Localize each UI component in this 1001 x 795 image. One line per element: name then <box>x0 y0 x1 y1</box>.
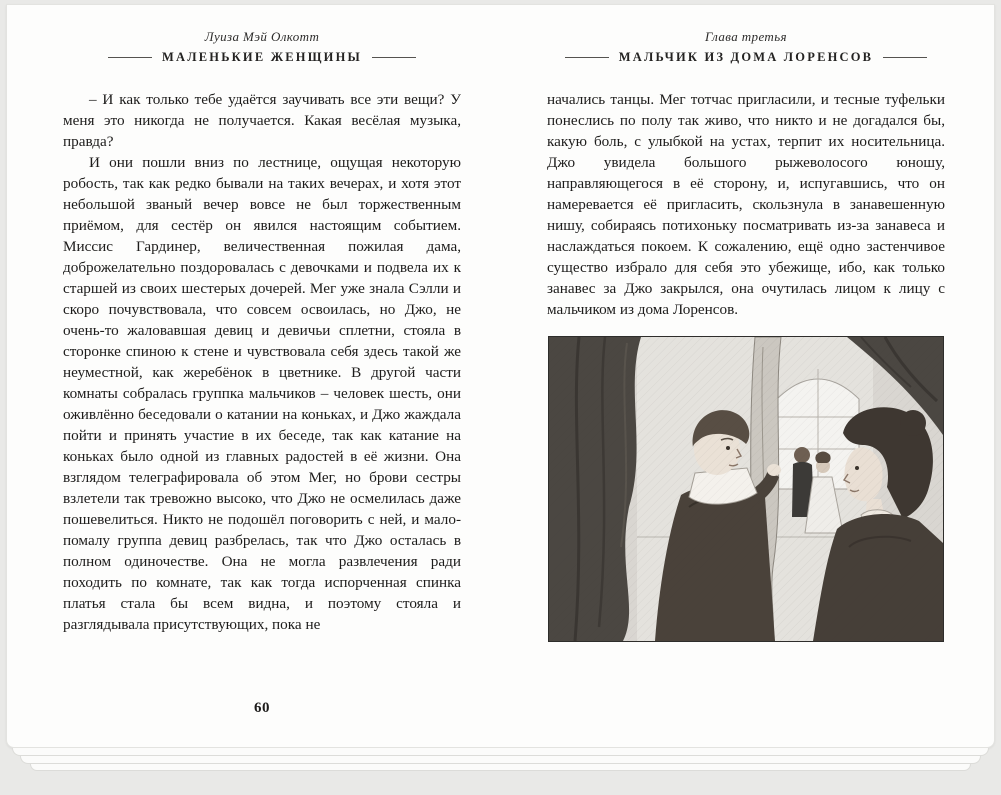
page-number: 60 <box>254 700 270 716</box>
page-edge <box>20 756 981 764</box>
paragraph-continuation: начались танцы. Мег тотчас пригласили, и тесные туфельки понеслись по полу так живо, что никто и не догадался бы, какую боль, с улыбкой на устах, терпит их носительница. Джо увидела большого рыжеволосого юношу, направляющегося в её сторону, и, испугавшись, что он намеревается её пригласить, скользнула в занавешенную нишу, собираясь потихоньку посматривать из-за занавеса и наслаждаться покоем. К сожалению, ещё одно застенчивое существо избрало для себя это убежище, ибо, как только занавес за Джо закрылся, она очутилась лицом к лицу с мальчиком из дома Лоренсов. <box>547 91 945 318</box>
book-title-row <box>63 50 461 65</box>
author-name: Луиза Мэй Олкотт <box>204 29 320 44</box>
header-rule-right <box>372 57 416 58</box>
running-head-left <box>63 29 461 65</box>
paragraph: И они пошли вниз по лестнице, ощущая некоторую робость, так как редко бывали на таких вечерах, и хотя этот небольшой званый вечер вовсе не был торжественным приёмом, для сестёр он явился настоящим событием. Миссис Гардинер, величественная пожилая дама, доброжелательно поздоровалась с девочками и подвела их к старшей из своих шестерых дочерей. Мег уже знала Сэлли и скоро почувствовала, что совсем освоилась, но Джо, не очень-то жаловавшая девиц и девичьи сплетни, стояла в сторонке спиною к стене и чувствовала себя здесь такой же неуместной, как жеребёнок в цветнике. В другой части комнаты собралась группка мальчиков – человек шесть, они оживлённо беседовали о катании на коньках, и Джо жаждала пойти и принять участие в их беседе, так как катание на коньках было одной из главных радостей в её жизни. Она взглядом телеграфировала об этом Мег, но брови сестры взлетели так тревожно высоко, что Джо не осмелилась даже пошевелиться. Никто не подошёл поговорить с ней, и мало-помалу группа девиц разбрелась, так что Джо осталась в полном одиночестве. Она не могла развлечения ради походить по комнате, так как тогда испорченная спинка платья стала бы всем видна, и поэтому стояла и разглядывала присутствующих, пока не <box>63 154 461 633</box>
page-left <box>63 29 461 747</box>
illustration-drawing <box>549 337 943 641</box>
book-spread <box>6 4 995 748</box>
page-text-right <box>547 89 945 320</box>
paragraph-dialogue: – И как только тебе удаётся заучивать все эти вещи? У меня это никогда не получается. Какая весёлая музыка, правда? <box>63 91 461 150</box>
chapter-title: МАЛЬЧИК ИЗ ДОМА ЛОРЕНСОВ <box>618 50 874 64</box>
page-edge <box>12 748 989 756</box>
page-text-left <box>63 89 461 635</box>
page-edge <box>30 764 971 771</box>
header-rule-right <box>883 57 927 58</box>
header-rule-left <box>108 57 152 58</box>
page-right <box>547 29 945 747</box>
running-head-right <box>547 29 945 65</box>
book-illustration <box>548 336 944 642</box>
chapter-title-row <box>547 50 945 65</box>
header-rule-left <box>565 57 609 58</box>
book-title: МАЛЕНЬКИЕ ЖЕНЩИНЫ <box>162 50 362 64</box>
chapter-name: Глава третья <box>705 29 787 44</box>
